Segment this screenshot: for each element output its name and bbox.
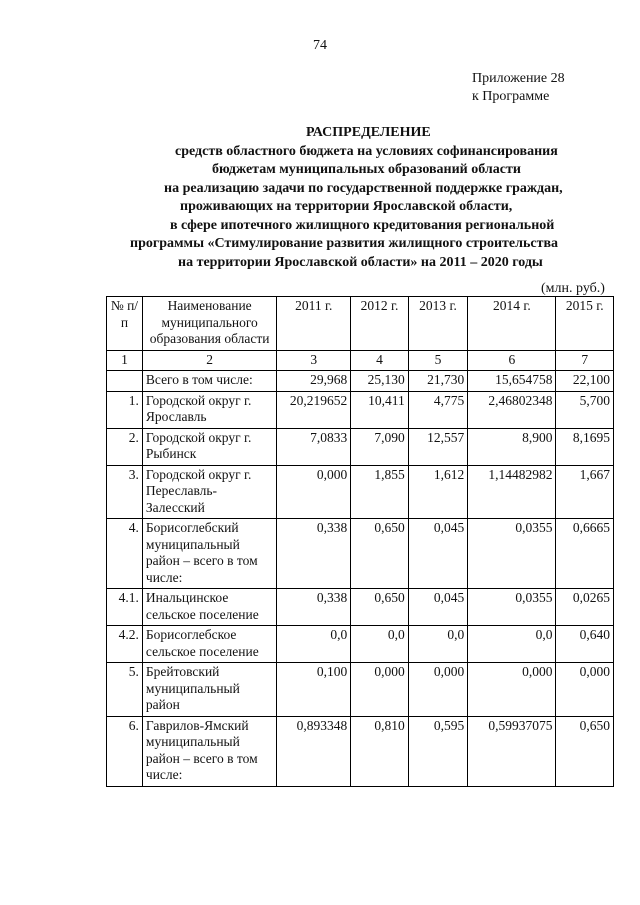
value-cell: 0,0355 [468, 589, 556, 626]
value-cell: 0,650 [351, 589, 408, 626]
row-number: 4.1. [107, 589, 143, 626]
column-number: 3 [277, 350, 351, 371]
column-number: 2 [142, 350, 276, 371]
column-number: 4 [351, 350, 408, 371]
table-body [107, 371, 614, 787]
municipality-name: Городской округ г. Рыбинск [142, 428, 276, 465]
value-cell: 1,14482982 [468, 465, 556, 519]
value-cell: 0,0355 [468, 519, 556, 589]
header-cell: 2013 г. [408, 297, 468, 351]
column-number: 7 [556, 350, 614, 371]
value-cell: 0,338 [277, 589, 351, 626]
value-cell: 0,595 [408, 716, 468, 786]
municipality-name: Городской округ г. Переславль-Залесский [142, 465, 276, 519]
value-cell: 15,654758 [468, 371, 556, 392]
title-heading: РАСПРЕДЕЛЕНИЕ [306, 125, 431, 140]
value-cell: 10,411 [351, 391, 408, 428]
municipality-name: Городской округ г. Ярославль [142, 391, 276, 428]
value-cell: 0,6665 [556, 519, 614, 589]
value-cell: 2,46802348 [468, 391, 556, 428]
row-number: 2. [107, 428, 143, 465]
value-cell: 0,100 [277, 663, 351, 717]
units-label: (млн. руб.) [541, 281, 605, 296]
value-cell: 1,612 [408, 465, 468, 519]
municipality-name: Инальцинское сельское поселение [142, 589, 276, 626]
value-cell: 0,0 [408, 626, 468, 663]
title-line: на реализацию задачи по государственной поддержке граждан, [164, 180, 563, 196]
row-number: 4.2. [107, 626, 143, 663]
table-header-row [107, 297, 614, 351]
row-number [107, 371, 143, 392]
value-cell: 0,893348 [277, 716, 351, 786]
value-cell: 5,700 [556, 391, 614, 428]
title-line: программы «Стимулирование развития жилищного строительства [130, 236, 559, 251]
municipality-name: Всего в том числе: [142, 371, 276, 392]
table-row [107, 626, 614, 663]
column-number-row [107, 350, 614, 371]
table-row [107, 428, 614, 465]
table-row [107, 391, 614, 428]
table-row [107, 371, 614, 392]
title-line: проживающих на территории Ярославской области, [180, 199, 513, 214]
table-row [107, 663, 614, 717]
value-cell: 0,045 [408, 589, 468, 626]
value-cell: 0,650 [556, 716, 614, 786]
value-cell: 20,219652 [277, 391, 351, 428]
value-cell: 8,900 [468, 428, 556, 465]
row-number: 5. [107, 663, 143, 717]
header-cell: 2012 г. [351, 297, 408, 351]
column-number: 5 [408, 350, 468, 371]
municipality-name: Брейтовский муниципальный район [142, 663, 276, 717]
value-cell: 0,810 [351, 716, 408, 786]
value-cell: 22,100 [556, 371, 614, 392]
value-cell: 0,000 [408, 663, 468, 717]
header-cell: № п/п [107, 297, 143, 351]
header-cell: Наименование муниципального образования области [142, 297, 276, 351]
value-cell: 7,090 [351, 428, 408, 465]
value-cell: 0,0 [277, 626, 351, 663]
value-cell: 1,855 [351, 465, 408, 519]
value-cell: 0,000 [556, 663, 614, 717]
header-cell: 2015 г. [556, 297, 614, 351]
title-line: бюджетам муниципальных образований области [212, 162, 521, 177]
column-number: 1 [107, 350, 143, 371]
appendix-line: к Программе [472, 89, 550, 104]
value-cell: 0,0 [351, 626, 408, 663]
value-cell: 8,1695 [556, 428, 614, 465]
value-cell: 0,650 [351, 519, 408, 589]
value-cell: 0,000 [351, 663, 408, 717]
value-cell: 0,338 [277, 519, 351, 589]
table-row [107, 519, 614, 589]
row-number: 4. [107, 519, 143, 589]
municipality-name: Борисоглебское сельское поселение [142, 626, 276, 663]
value-cell: 0,640 [556, 626, 614, 663]
page-number: 74 [313, 38, 327, 53]
title-line: в сфере ипотечного жилищного кредитования региональной [170, 217, 555, 233]
column-number: 6 [468, 350, 556, 371]
value-cell: 25,130 [351, 371, 408, 392]
header-cell: 2011 г. [277, 297, 351, 351]
value-cell: 7,0833 [277, 428, 351, 465]
municipality-name: Борисоглебский муниципальный район – всего в том числе: [142, 519, 276, 589]
appendix-line: Приложение 28 [472, 71, 565, 86]
value-cell: 1,667 [556, 465, 614, 519]
value-cell: 21,730 [408, 371, 468, 392]
value-cell: 0,000 [468, 663, 556, 717]
table-row [107, 589, 614, 626]
value-cell: 29,968 [277, 371, 351, 392]
header-cell: 2014 г. [468, 297, 556, 351]
value-cell: 0,000 [277, 465, 351, 519]
table-row [107, 716, 614, 786]
value-cell: 12,557 [408, 428, 468, 465]
municipality-name: Гаврилов-Ямский муниципальный район – всего в том числе: [142, 716, 276, 786]
title-line: на территории Ярославской области» на 2011 – 2020 годы [178, 254, 543, 270]
value-cell: 0,0265 [556, 589, 614, 626]
appendix-note [472, 70, 565, 106]
table-row [107, 465, 614, 519]
row-number: 3. [107, 465, 143, 519]
title-line: средств областного бюджета на условиях софинансирования [175, 143, 558, 159]
budget-table [106, 296, 614, 787]
value-cell: 4,775 [408, 391, 468, 428]
value-cell: 0,0 [468, 626, 556, 663]
value-cell: 0,59937075 [468, 716, 556, 786]
value-cell: 0,045 [408, 519, 468, 589]
row-number: 6. [107, 716, 143, 786]
row-number: 1. [107, 391, 143, 428]
document-title [100, 124, 640, 272]
